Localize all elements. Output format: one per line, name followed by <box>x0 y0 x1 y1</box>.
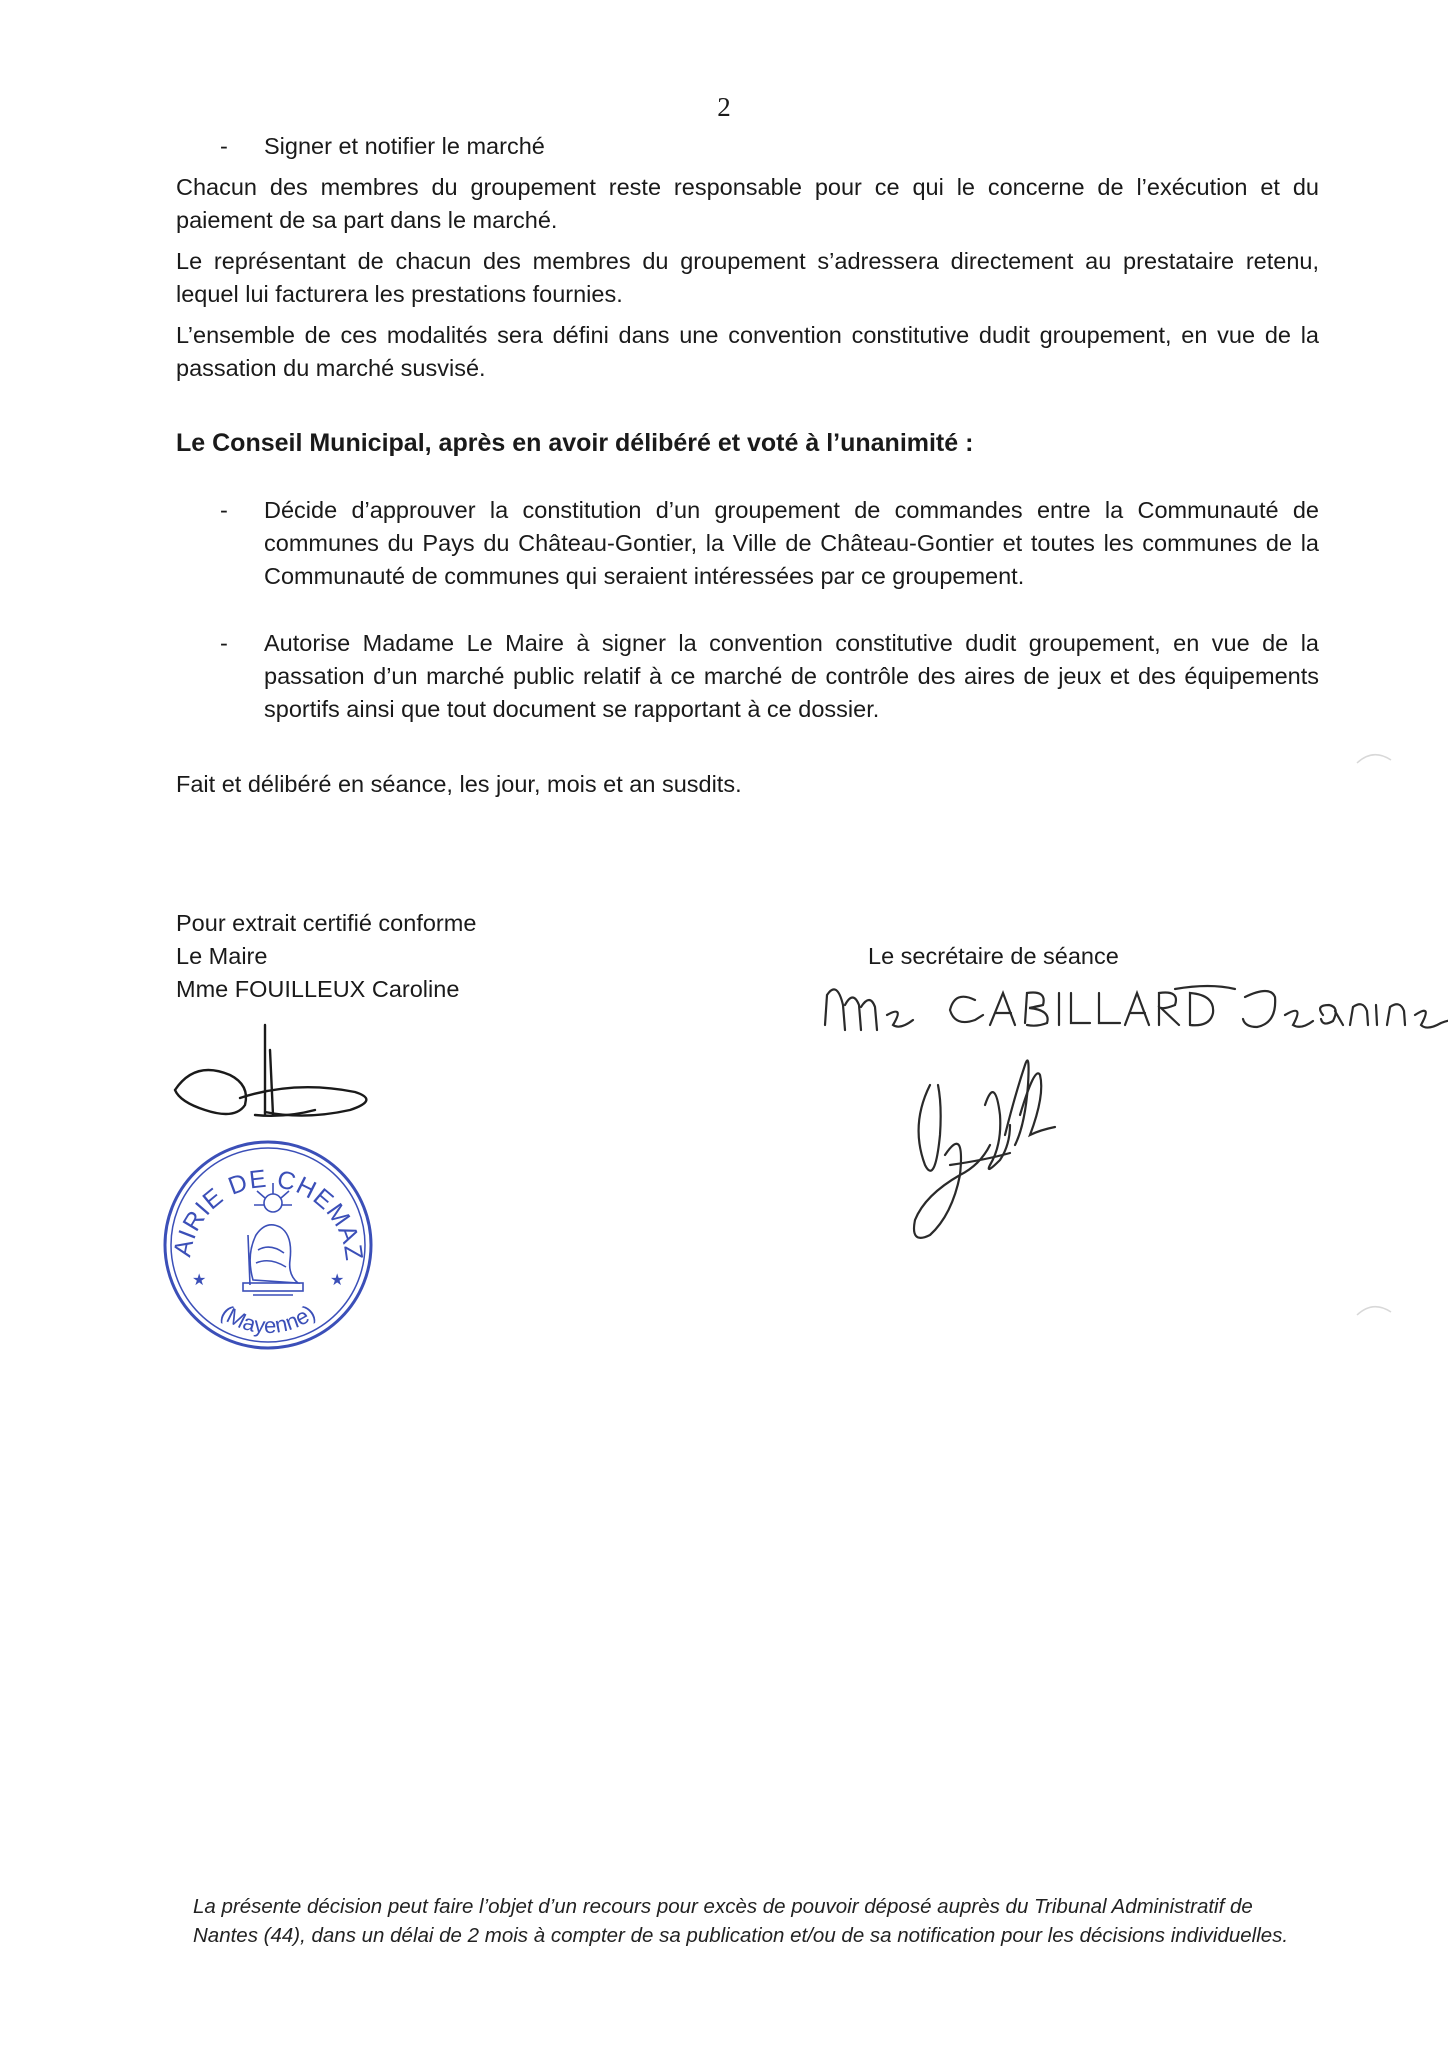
mayor-name: Mme FOUILLEUX Caroline <box>176 976 460 1002</box>
star-icon: ★ <box>330 1270 345 1289</box>
certification-line: Pour extrait certifié conforme <box>176 910 477 936</box>
decision-heading: Le Conseil Municipal, après en avoir délibéré et voté à l’unanimité : <box>176 429 974 457</box>
stamp-top-text: MAIRIE DE CHEMAZE <box>147 1113 369 1263</box>
paragraph-modalities: L’ensemble de ces modalités sera défini dans une convention constitutive dudit groupement, en vue de la passation du marché susvisé. <box>176 322 1319 381</box>
mayor-signature <box>155 1020 385 1140</box>
bullet-dash: - <box>220 133 228 159</box>
decision-text: Autorise Madame Le Maire à signer la convention constitutive dudit groupement, en vue de la passation d’un marché public relatif à ce marché de contrôle des aires de jeux et des équipements sportifs ainsi que tout document se rapportant à ce dossier. <box>264 630 1319 722</box>
decision-item <box>176 627 1319 726</box>
stamp-bottom-text: (Mayenne) <box>216 1299 320 1339</box>
mayor-block <box>176 907 476 1006</box>
page-number: 2 <box>717 92 731 122</box>
secretary-title: Le secrétaire de séance <box>868 943 1119 969</box>
decision-text: Décide d’approuver la constitution d’un groupement de commandes entre la Communauté de communes du Pays du Château-Gontier, la Ville de Château-Gontier et toutes les communes de la Communauté de communes qui seraient intéressées par ce groupement. <box>264 497 1319 589</box>
paragraph-representative: Le représentant de chacun des membres du groupement s’adressera directement au prestataire retenu, lequel lui facturera les prestations fournies. <box>176 248 1319 307</box>
decision-item <box>176 494 1319 593</box>
secretary-signature <box>890 1035 1060 1245</box>
closing-statement: Fait et délibéré en séance, les jour, mois et an susdits. <box>176 771 742 797</box>
bullet-dash: - <box>220 497 228 523</box>
paragraph-responsibility: Chacun des membres du groupement reste responsable pour ce qui le concerne de l’exécution et du paiement de sa part dans le marché. <box>176 174 1319 233</box>
intro-bullet <box>176 130 1319 163</box>
marianne-emblem-icon <box>243 1183 303 1295</box>
document-body <box>176 130 1319 801</box>
intro-bullet-text: Signer et notifier le marché <box>264 133 545 159</box>
scan-mark <box>1355 748 1395 768</box>
bullet-dash: - <box>220 630 228 656</box>
mayor-title: Le Maire <box>176 943 268 969</box>
star-icon: ★ <box>192 1270 207 1289</box>
scan-mark <box>1355 1300 1395 1320</box>
legal-notice-footer: La présente décision peut faire l’objet d’un recours pour excès de pouvoir déposé auprès du Tribunal Administratif de Nantes (44), dans un délai de 2 mois à compter de sa publication et/ou de sa notification pour les décisions individuelles. <box>193 1895 1289 1947</box>
mairie-stamp <box>147 1113 378 1355</box>
